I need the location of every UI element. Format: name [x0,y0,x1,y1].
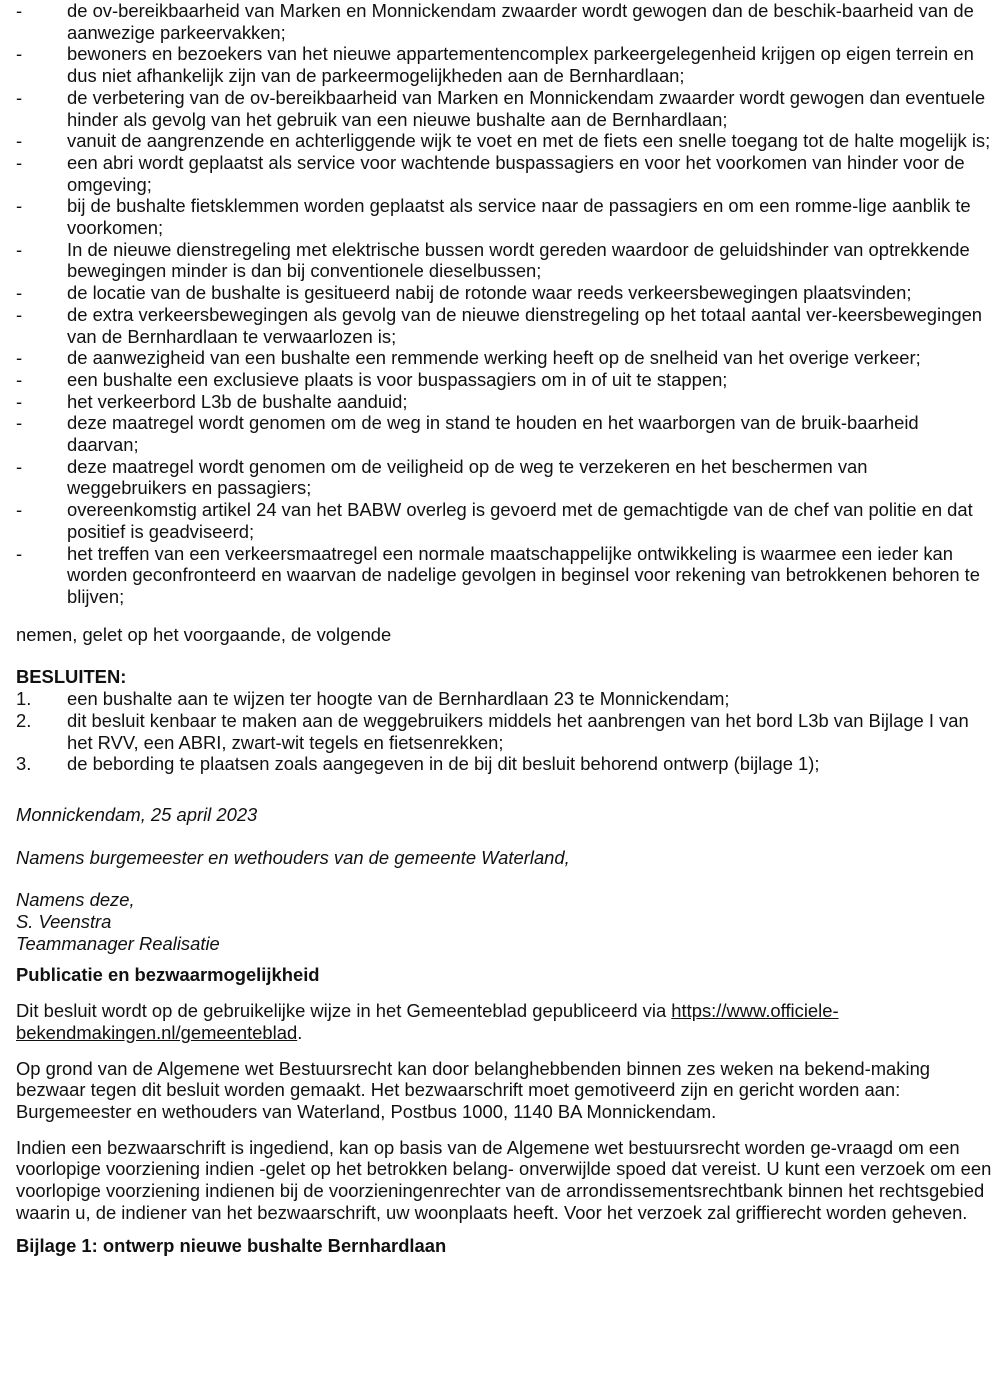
list-item: - de aanwezigheid van een bushalte een remmende werking heeft op de snelheid van het overige verkeer; [16,347,992,369]
decision-intro: nemen, gelet op het voorgaande, de volgende [16,623,392,645]
list-item: - een bushalte een exclusieve plaats is voor buspassagiers om in of uit te stappen; [16,369,992,391]
list-item: - het verkeerbord L3b de bushalte aanduid; [16,391,992,413]
list-item: - bij de bushalte fietsklemmen worden geplaatst als service naar de passagiers en om een romme-lige aanblik te voorkomen; [16,195,992,238]
signature-block [16,889,992,954]
considerations-list [16,0,992,608]
signature-name: S. Veenstra [16,911,112,933]
signature-namens-deze: Namens deze, [16,889,135,911]
list-item: - een abri wordt geplaatst als service voor wachtende buspassagiers en voor het voorkomen van hinder voor de omgeving; [16,152,992,195]
list-item: - deze maatregel wordt genomen om de weg in stand te houden en het waarborgen van de bruik-baarheid daarvan; [16,412,992,455]
publication-paragraph-2: Op grond van de Algemene wet Bestuursrecht kan door belanghebbenden binnen zes weken na bekend-making bezwaar tegen dit besluit worden gemaakt. Het bezwaarschrift moet gemotiveerd zijn en gericht worden aan: Burgemeester en wethouders van Waterland, Postbus 1000, 1140 BA Monnickendam. [16,1057,931,1122]
decision-item [16,710,992,753]
list-item: - overeenkomstig artikel 24 van het BABW overleg is gevoerd met de gemachtigde van de chef van politie en dat positief is geadviseerd; [16,499,992,542]
list-item: - de ov-bereikbaarheid van Marken en Monnickendam zwaarder wordt gewogen dan de beschik-baarheid van de aanwezige parkeervakken; [16,0,992,43]
signature-date: Monnickendam, 25 april 2023 [16,803,258,825]
signature-on-behalf: Namens burgemeester en wethouders van de gemeente Waterland, [16,846,570,868]
list-item: - de locatie van de bushalte is gesitueerd nabij de rotonde waar reeds verkeersbewegingen plaatsvinden; [16,282,992,304]
list-item: - bewoners en bezoekers van het nieuwe appartementencomplex parkeergelegenheid krijgen op eigen terrein en dus niet afhankelijk zijn van de parkeermogelijkheden aan de Bernhardlaan; [16,43,992,86]
list-item: - In de nieuwe dienstregeling met elektrische bussen wordt gereden waardoor de geluidshinder van optrekkende bewegingen minder is dan bij conventionele dieselbussen; [16,239,992,282]
decision-item-text: de bebording te plaatsen zoals aangegeven in de bij dit besluit behorend ontwerp (bijlage 1); [67,753,820,775]
publication-paragraph-3: Indien een bezwaarschrift is ingediend, kan op basis van de Algemene wet bestuursrecht worden ge-vraagd om een voorlopige voorziening indien -gelet op het betrokken belang- onverwijlde spoed dat vereist. U kunt een verzoek om een voorlopige voorziening indienen bij de voorzieningenrechter van de arrondissementsrechtbank binnen het rechtsgebied waarin u, de indiener van het bezwaarschrift, uw woonplaats heeft. Voor het verzoek zal griffierecht worden geheven. [16,1136,992,1223]
decision-item-number: 2. [16,709,32,731]
decision-item-text: dit besluit kenbaar te maken aan de weggebruikers middels het aanbrengen van het bord L3b van Bijlage I van het RVV, een ABRI, zwart-wit tegels en fietsenrekken; [67,709,969,753]
gemeenteblad-link[interactable]: https://www.officiele-bekendmakingen.nl/gemeenteblad [16,1000,839,1043]
publication-paragraph-1-end: . [297,1021,303,1043]
list-item: - vanuit de aangrenzende en achterliggende wijk te voet en met de fiets een snelle toegang tot de halte mogelijk is; [16,130,992,152]
decision-item [16,688,992,710]
publication-title: Publicatie en bezwaarmogelijkheid [16,964,320,986]
signature-role: Teammanager Realisatie [16,932,220,954]
appendix-title: Bijlage 1: ontwerp nieuwe bushalte Bernhardlaan [16,1235,447,1257]
decision-item-number: 1. [16,688,32,710]
decision-heading: BESLUITEN: [16,666,127,688]
list-item: - de verbetering van de ov-bereikbaarheid van Marken en Monnickendam zwaarder wordt gewogen dan eventuele hinder als gevolg van het gebruik van een nieuwe bushalte aan de Bernhardlaan; [16,87,992,130]
list-item: - de extra verkeersbewegingen als gevolg van de nieuwe dienstregeling op het totaal aantal ver-keersbewegingen van de Bernhardlaan te verwaarlozen is; [16,304,992,347]
decision-list [16,688,992,775]
list-item: - deze maatregel wordt genomen om de veiligheid op de weg te verzekeren en het beschermen van weggebruikers en passagiers; [16,456,992,499]
decision-item-number: 3. [16,753,32,775]
decision-item [16,753,992,775]
decision-item-text: een bushalte aan te wijzen ter hoogte van de Bernhardlaan 23 te Monnickendam; [67,688,730,710]
publication-paragraph-1 [16,1000,992,1043]
list-item: - het treffen van een verkeersmaatregel een normale maatschappelijke ontwikkeling is waarmee een ieder kan worden geconfronteerd en waarvan de nadelige gevolgen in beginsel voor rekening van betrokkenen behoren te blijven; [16,543,992,608]
publication-paragraph-1-text: Dit besluit wordt op de gebruikelijke wijze in het Gemeenteblad gepubliceerd via [16,1000,672,1022]
